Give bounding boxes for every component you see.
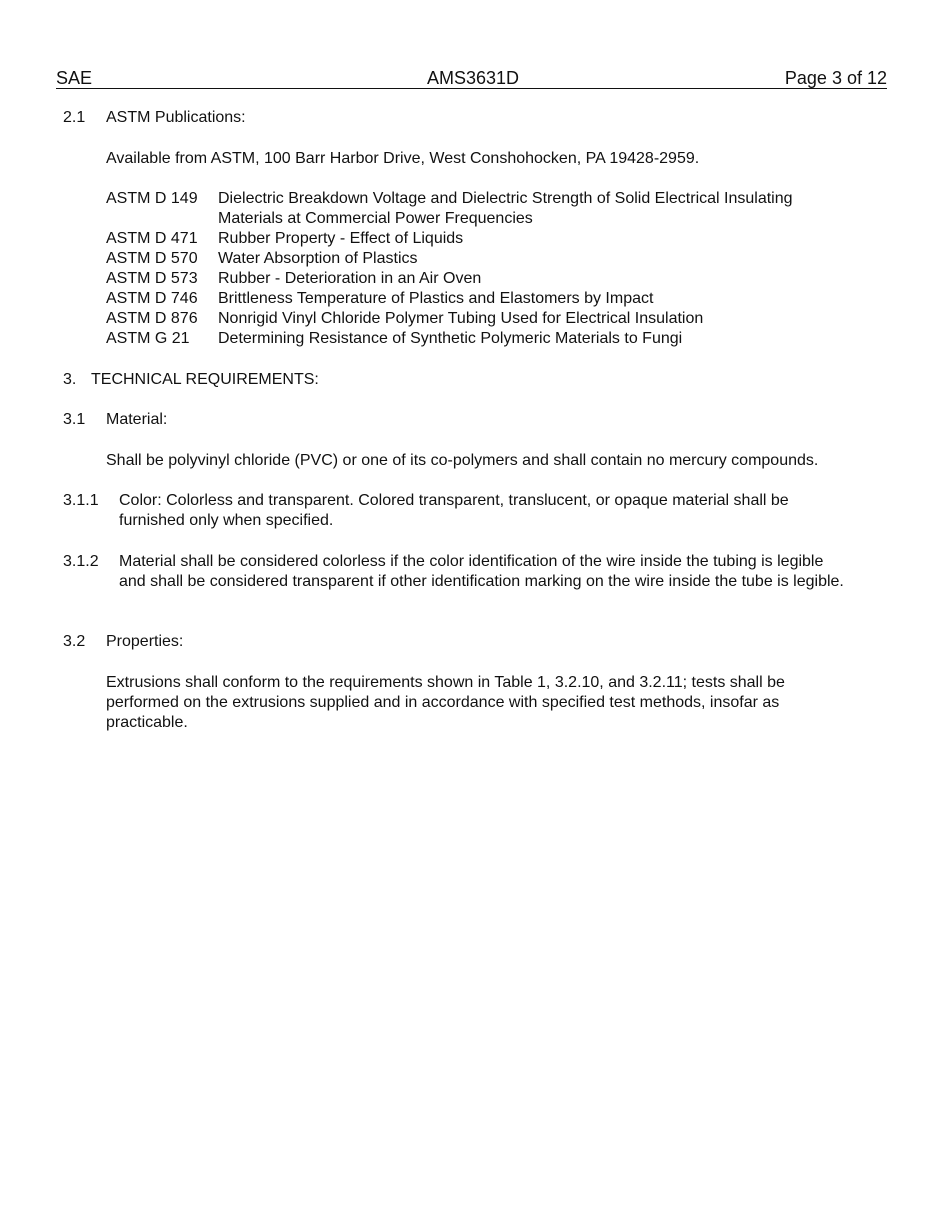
section-title: Properties: <box>106 633 184 650</box>
reference-code: ASTM D 746 <box>106 290 198 307</box>
section-number: 3.1.1 <box>63 492 99 509</box>
header-page-number: Page 3 of 12 <box>784 68 887 88</box>
reference-item <box>106 269 846 289</box>
section-number: 3.1.2 <box>63 553 99 570</box>
reference-title: Rubber - Deterioration in an Air Oven <box>218 270 482 287</box>
section-body: Color: Colorless and transparent. Colored transparent, translucent, or opaque material shall be furnished only when specified. <box>119 492 789 529</box>
page-header <box>56 68 887 89</box>
header-document-id: AMS3631D <box>427 68 520 88</box>
reference-code: ASTM D 471 <box>106 230 198 247</box>
reference-code: ASTM D 570 <box>106 250 198 267</box>
section-body: Extrusions shall conform to the requirements shown in Table 1, 3.2.10, and 3.2.11; tests shall be performed on the extrusions supplied and in accordance with specified test methods, insofar as practicable. <box>106 674 785 731</box>
reference-item <box>106 229 846 249</box>
section-title: TECHNICAL REQUIREMENTS: <box>91 371 319 388</box>
reference-code: ASTM G 21 <box>106 330 190 347</box>
section-title: Material: <box>106 411 168 428</box>
availability-text: Available from ASTM, 100 Barr Harbor Drive, West Conshohocken, PA 19428-2959. <box>106 150 700 167</box>
header-organization: SAE <box>56 68 93 88</box>
reference-item <box>106 309 846 329</box>
reference-title: Nonrigid Vinyl Chloride Polymer Tubing Used for Electrical Insulation <box>218 310 704 327</box>
section-body: Shall be polyvinyl chloride (PVC) or one of its co-polymers and shall contain no mercury compounds. <box>106 452 819 469</box>
reference-item <box>106 249 846 269</box>
reference-title: Rubber Property - Effect of Liquids <box>218 230 464 247</box>
section-number: 3. <box>63 371 77 388</box>
reference-title: Water Absorption of Plastics <box>218 250 418 267</box>
reference-item <box>106 189 846 229</box>
reference-title: Dielectric Breakdown Voltage and Dielectric Strength of Solid Electrical Insulating Materials at Commercial Power Frequencies <box>218 190 793 227</box>
reference-code: ASTM D 876 <box>106 310 198 327</box>
section-title: ASTM Publications: <box>106 109 246 126</box>
reference-item <box>106 289 846 309</box>
section-number: 3.1 <box>63 411 86 428</box>
reference-title: Brittleness Temperature of Plastics and Elastomers by Impact <box>218 290 654 307</box>
reference-code: ASTM D 149 <box>106 190 198 207</box>
reference-item <box>106 329 846 349</box>
section-body: Material shall be considered colorless if the color identification of the wire inside the tubing is legible and shall be considered transparent if other identification marking on the wire inside the tube is legible. <box>119 553 844 590</box>
reference-title: Determining Resistance of Synthetic Polymeric Materials to Fungi <box>218 330 683 347</box>
reference-code: ASTM D 573 <box>106 270 198 287</box>
section-number: 2.1 <box>63 109 86 126</box>
section-number: 3.2 <box>63 633 86 650</box>
